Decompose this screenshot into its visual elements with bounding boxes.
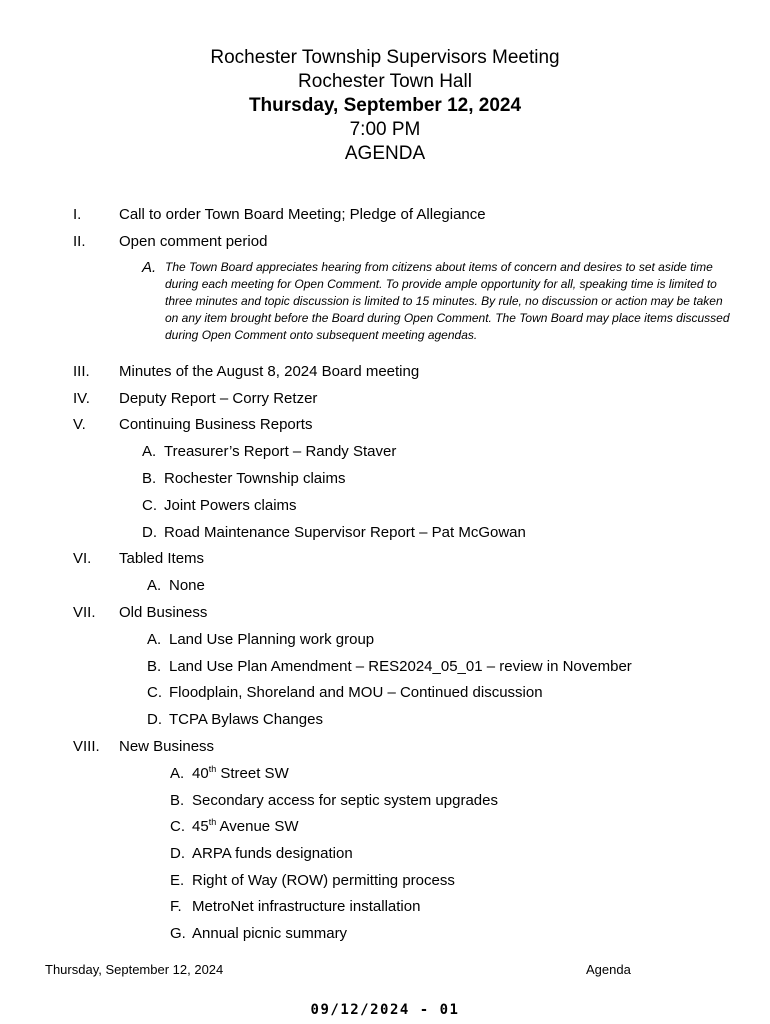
sub-item bbox=[170, 898, 420, 916]
sub-letter: B. bbox=[147, 658, 162, 675]
item-text: Open comment period bbox=[119, 233, 268, 250]
sub-letter: D. bbox=[170, 845, 185, 862]
sub-item bbox=[170, 765, 289, 783]
meeting-date: Thursday, September 12, 2024 bbox=[248, 95, 522, 116]
item-text: Old Business bbox=[119, 604, 208, 621]
sub-text-number: 40 bbox=[192, 765, 209, 782]
sub-text: ARPA funds designation bbox=[192, 845, 353, 862]
note-letter: A. bbox=[142, 259, 157, 276]
sub-item bbox=[147, 684, 543, 702]
sub-letter: D. bbox=[147, 711, 162, 728]
item-number: I. bbox=[73, 206, 82, 223]
sub-letter: A. bbox=[170, 765, 185, 782]
sub-letter: E. bbox=[170, 872, 185, 889]
sub-item bbox=[142, 497, 297, 515]
sub-text: Secondary access for septic system upgrades bbox=[192, 792, 498, 809]
agenda-title: AGENDA bbox=[344, 143, 426, 164]
sub-text: Land Use Plan Amendment – RES2024_05_01 – review in November bbox=[169, 658, 632, 675]
sub-letter: F. bbox=[170, 898, 182, 915]
sub-text: Avenue SW bbox=[216, 818, 299, 835]
meeting-header bbox=[0, 46, 770, 166]
item-number: IV. bbox=[73, 390, 90, 407]
item-number: VIII. bbox=[73, 738, 100, 755]
sub-letter: G. bbox=[170, 925, 186, 942]
item-number: VII. bbox=[73, 604, 96, 621]
sub-item bbox=[170, 818, 298, 836]
sub-text: Treasurer’s Report – Randy Staver bbox=[164, 443, 397, 460]
item-text: Tabled Items bbox=[119, 550, 205, 567]
sub-item bbox=[147, 658, 632, 676]
sub-text-number: 45 bbox=[192, 818, 209, 835]
item-text: Continuing Business Reports bbox=[119, 416, 313, 433]
sub-item bbox=[170, 845, 353, 863]
sub-text: Floodplain, Shoreland and MOU – Continued discussion bbox=[169, 684, 543, 701]
sub-item bbox=[142, 443, 396, 461]
sub-item bbox=[147, 711, 323, 729]
ordinal-suffix: th bbox=[208, 764, 217, 774]
footer-date: Thursday, September 12, 2024 bbox=[45, 962, 224, 977]
meeting-title: Rochester Township Supervisors Meeting bbox=[210, 47, 560, 68]
item-number: III. bbox=[73, 363, 90, 380]
open-comment-note bbox=[142, 259, 732, 344]
sub-item bbox=[142, 470, 345, 488]
sub-text: Annual picnic summary bbox=[192, 925, 348, 942]
footer-label: Agenda bbox=[586, 962, 631, 977]
sub-letter: A. bbox=[142, 443, 157, 460]
item-text: New Business bbox=[119, 738, 215, 755]
sub-letter: C. bbox=[147, 684, 162, 701]
sub-item bbox=[147, 631, 374, 649]
note-text: The Town Board appreciates hearing from citizens about items of concern and desires to set aside time during each meeting for Open Comment. To provide ample opportunity for all, speaking time is limited to three minutes and topic discussion is limited to 15 minutes. By rule, no discussion or action may be taken on any item brought before the Board during Open Comment. The Town Board may place items discussed during Open Comment onto subsequent meeting agendas. bbox=[165, 260, 730, 342]
meeting-location: Rochester Town Hall bbox=[298, 71, 472, 92]
page-number: 09/12/2024 - 01 bbox=[310, 1002, 460, 1018]
item-number: VI. bbox=[73, 550, 92, 567]
sub-item bbox=[170, 872, 455, 890]
item-text: Deputy Report – Corry Retzer bbox=[119, 390, 318, 407]
sub-text: None bbox=[169, 577, 205, 594]
item-text: Call to order Town Board Meeting; Pledge of Allegiance bbox=[119, 206, 486, 223]
sub-text: Street SW bbox=[216, 765, 289, 782]
item-number: II. bbox=[73, 233, 86, 250]
sub-letter: C. bbox=[142, 497, 157, 514]
sub-text: Joint Powers claims bbox=[164, 497, 297, 514]
sub-item bbox=[170, 792, 498, 810]
sub-letter: D. bbox=[142, 524, 157, 541]
sub-text: Right of Way (ROW) permitting process bbox=[192, 872, 455, 889]
sub-letter: B. bbox=[170, 792, 185, 809]
item-text: Minutes of the August 8, 2024 Board meeting bbox=[119, 363, 420, 380]
sub-letter: A. bbox=[147, 577, 162, 594]
sub-item bbox=[147, 577, 205, 595]
ordinal-suffix: th bbox=[208, 817, 217, 827]
sub-letter: B. bbox=[142, 470, 157, 487]
sub-text: MetroNet infrastructure installation bbox=[192, 898, 421, 915]
item-number: V. bbox=[73, 416, 86, 433]
sub-item bbox=[142, 524, 526, 542]
sub-text: Rochester Township claims bbox=[164, 470, 346, 487]
sub-text: TCPA Bylaws Changes bbox=[169, 711, 323, 728]
sub-letter: C. bbox=[170, 818, 185, 835]
sub-text: Land Use Planning work group bbox=[169, 631, 375, 648]
meeting-time: 7:00 PM bbox=[349, 119, 421, 140]
sub-letter: A. bbox=[147, 631, 162, 648]
sub-text: Road Maintenance Supervisor Report – Pat McGowan bbox=[164, 524, 526, 541]
sub-item bbox=[170, 925, 347, 943]
